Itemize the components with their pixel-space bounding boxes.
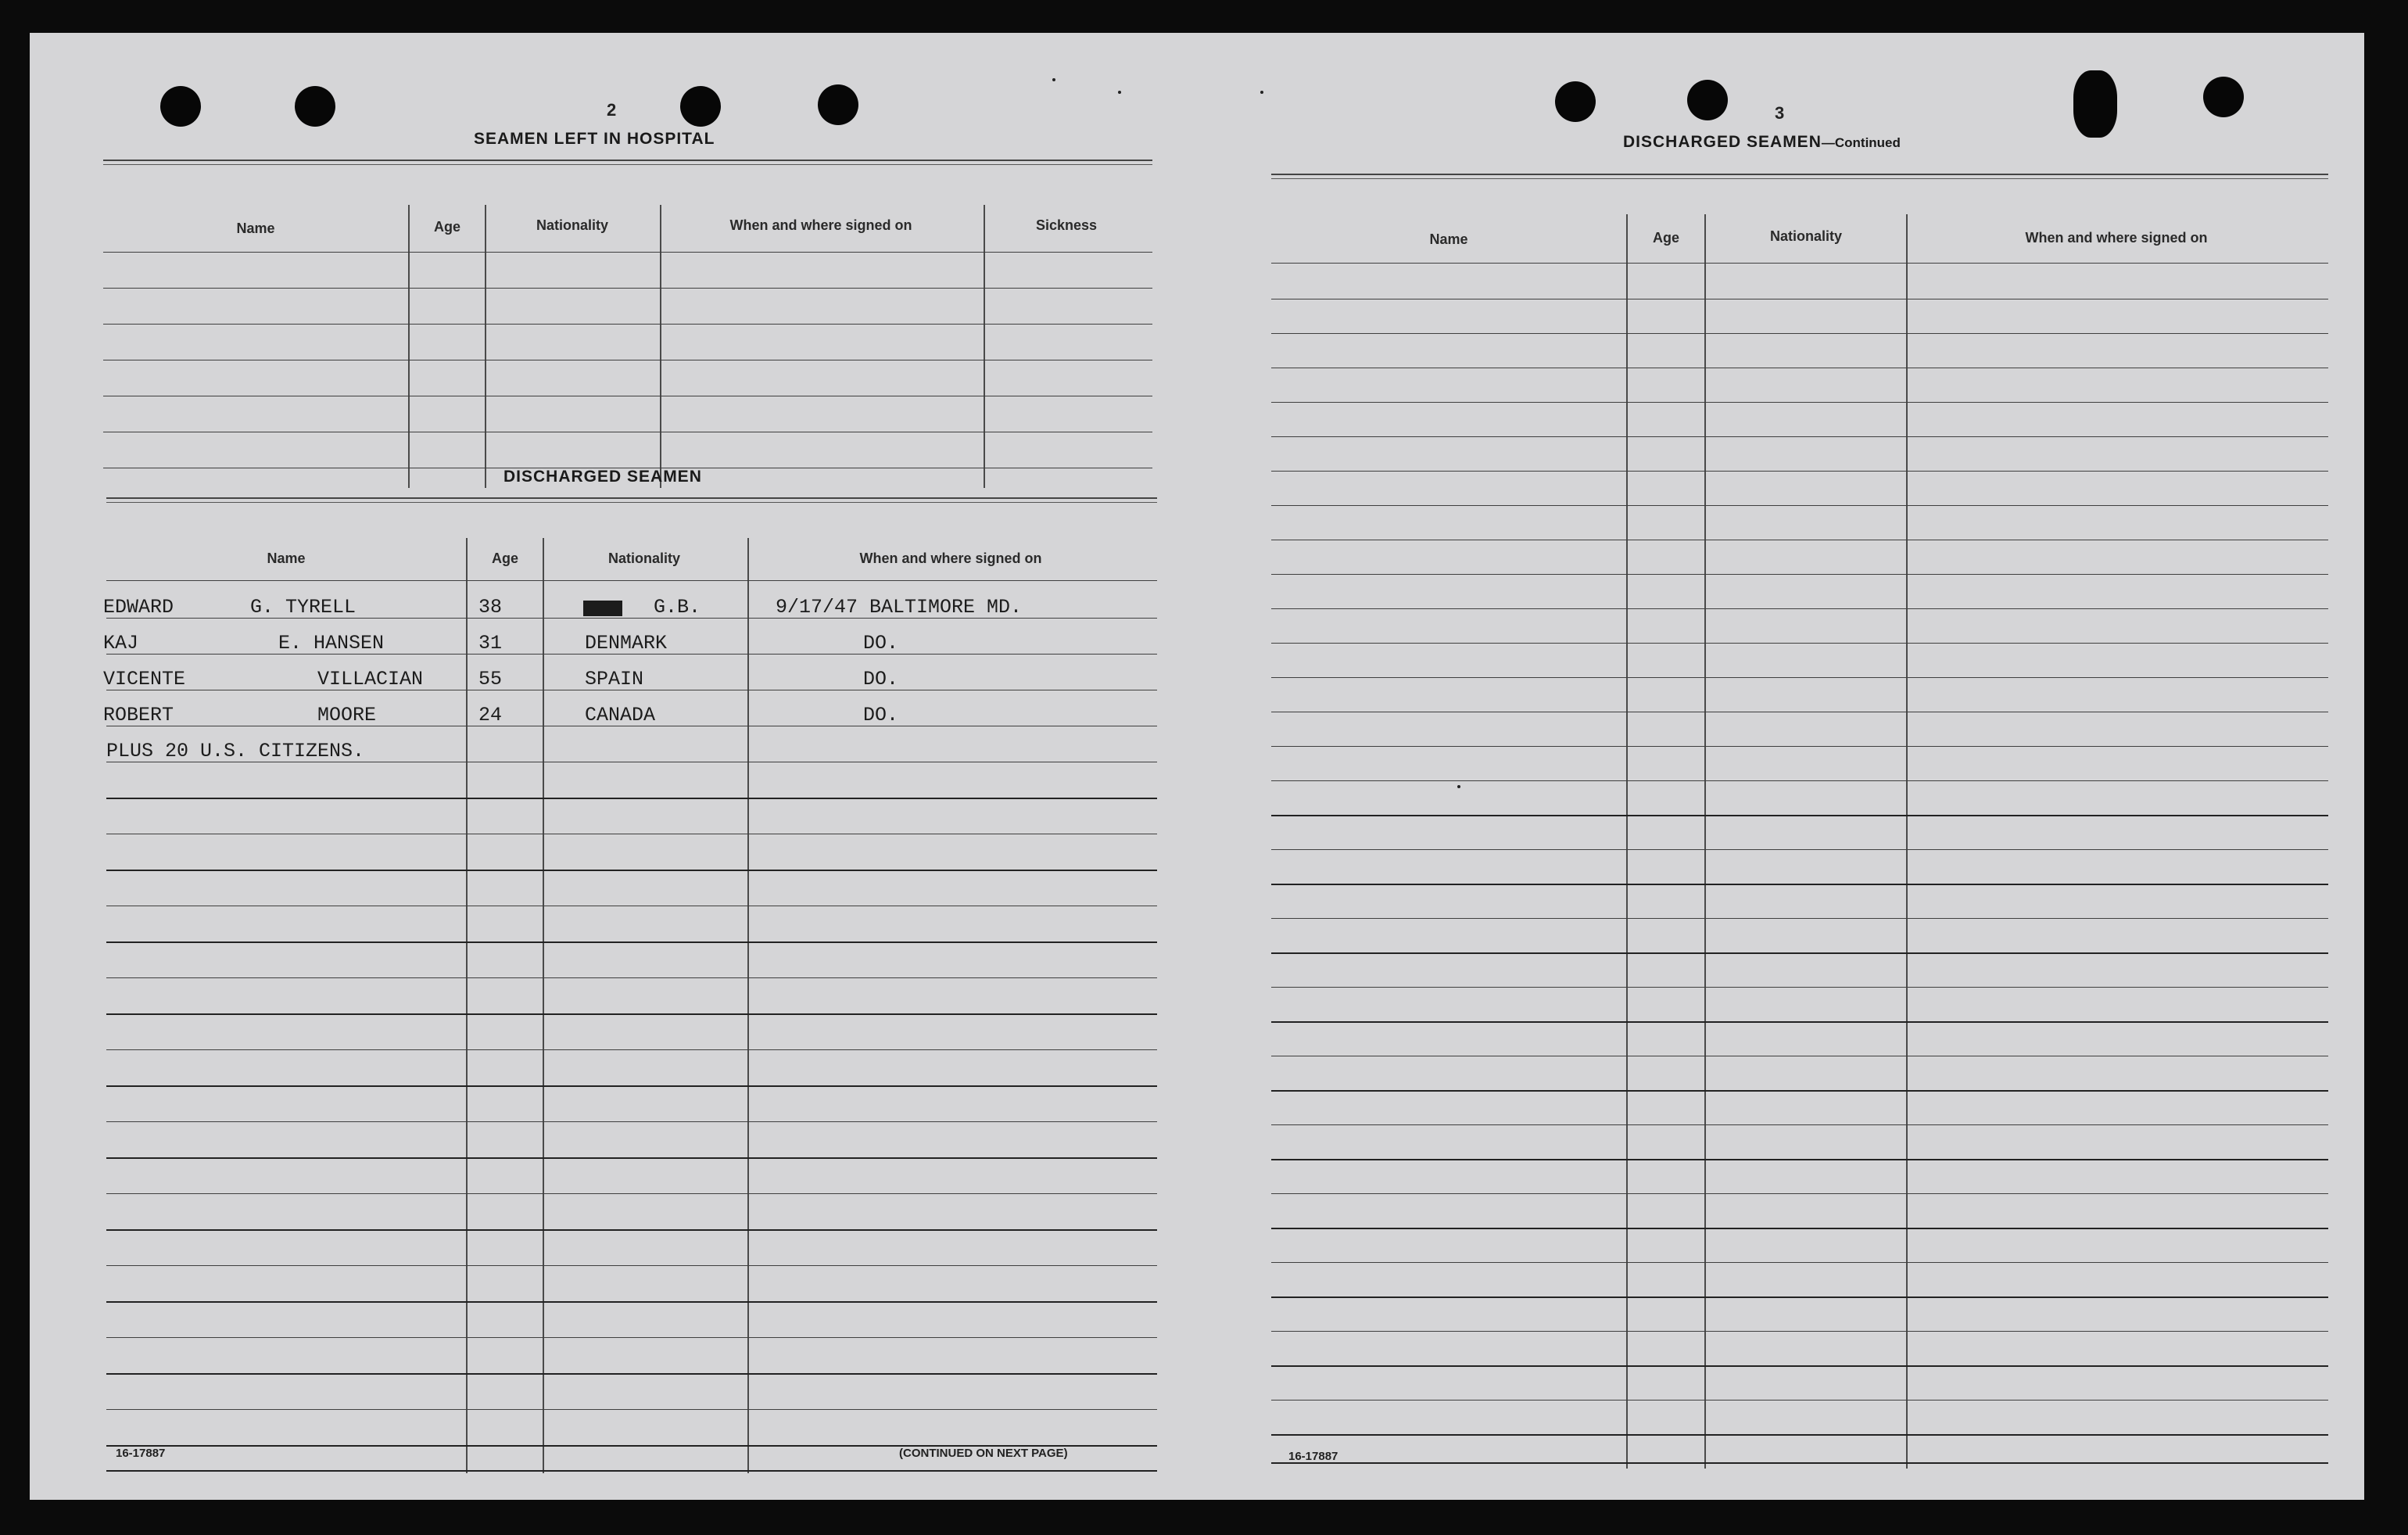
- ruled-line: [1271, 1090, 2328, 1092]
- ruled-line: [106, 1121, 1157, 1122]
- ruled-line: [1271, 1297, 2328, 1298]
- ruled-line: [1271, 1331, 2328, 1332]
- form-number: 16-17887: [116, 1447, 166, 1460]
- ruled-line: [1271, 884, 2328, 885]
- ruled-line: [1271, 436, 2328, 437]
- discharged-section-title: DISCHARGED SEAMEN: [503, 468, 702, 486]
- ruled-line: [1271, 849, 2328, 850]
- ruled-line: [106, 870, 1157, 871]
- ruled-line: [106, 1013, 1157, 1015]
- ruled-line: [1271, 746, 2328, 747]
- ruled-line: [1271, 1193, 2328, 1194]
- ruled-line: [106, 1337, 1157, 1338]
- ruled-line: [106, 1049, 1157, 1050]
- page-number: 2: [607, 100, 617, 120]
- ruled-line: [103, 288, 1152, 289]
- paper-speck: [1052, 78, 1055, 81]
- ruled-line: [1271, 574, 2328, 575]
- punch-hole: [1687, 80, 1728, 120]
- column-divider: [543, 538, 544, 1473]
- paper-speck: [1260, 91, 1263, 94]
- seaman-nationality: G.B.: [654, 596, 701, 619]
- ruled-line: [1271, 987, 2328, 988]
- ruled-line: [1271, 333, 2328, 334]
- redaction-mark: [583, 601, 622, 616]
- ruled-line: [1271, 263, 2328, 264]
- table-top-rule: [103, 160, 1152, 165]
- column-header-name: Name: [236, 221, 275, 236]
- column-header-signed-on: When and where signed on: [729, 217, 912, 233]
- paper-speck: [1457, 785, 1460, 788]
- column-divider: [466, 538, 468, 1473]
- ruled-line: [106, 1229, 1157, 1231]
- column-header-age: Age: [433, 219, 460, 235]
- ruled-line: [106, 1373, 1157, 1375]
- title-text: DISCHARGED SEAMEN: [1623, 133, 1822, 151]
- ruled-line: [1271, 505, 2328, 506]
- ruled-line: [1271, 643, 2328, 644]
- ruled-line: [1271, 952, 2328, 954]
- ruled-line: [1271, 1228, 2328, 1229]
- punch-hole: [295, 86, 335, 127]
- seaman-age: 31: [478, 632, 503, 655]
- ruled-line: [103, 324, 1152, 325]
- ruled-line: [106, 1470, 1157, 1472]
- column-header-nationality: Nationality: [607, 551, 680, 566]
- punch-hole: [680, 86, 721, 127]
- punch-hole: [1555, 81, 1596, 122]
- seaman-signed-on: 9/17/47 BALTIMORE MD.: [776, 596, 1023, 619]
- column-header-name: Name: [267, 551, 306, 566]
- ruled-line: [1271, 1462, 2328, 1464]
- ruled-line: [1271, 1400, 2328, 1401]
- title-suffix: —Continued: [1821, 135, 1901, 150]
- hospital-section-title: SEAMEN LEFT IN HOSPITAL: [474, 130, 715, 148]
- column-header-signed-on: When and where signed on: [2025, 230, 2208, 246]
- seaman-signed-on: DO.: [863, 632, 899, 655]
- ruled-line: [106, 1409, 1157, 1410]
- page-number: 3: [1775, 103, 1785, 123]
- ruled-line: [106, 1301, 1157, 1303]
- seaman-surname: G. TYRELL: [250, 596, 357, 619]
- discharged-table: [103, 497, 1157, 1476]
- ruled-line: [1271, 471, 2328, 472]
- hospital-table: [103, 160, 1152, 488]
- citizens-note: PLUS 20 U.S. CITIZENS.: [106, 740, 365, 762]
- table-top-rule: [106, 497, 1157, 503]
- ruled-line: [1271, 815, 2328, 816]
- ruled-line: [1271, 1434, 2328, 1436]
- ruled-line: [106, 1085, 1157, 1087]
- ruled-line: [1271, 1262, 2328, 1263]
- ruled-line: [1271, 1021, 2328, 1023]
- discharged-continued-title: [1623, 133, 1901, 152]
- form-number: 16-17887: [1288, 1450, 1338, 1463]
- ruled-line: [1271, 780, 2328, 781]
- seaman-age: 24: [478, 704, 503, 726]
- seaman-nationality: SPAIN: [585, 668, 644, 690]
- column-header-sickness: Sickness: [1035, 217, 1098, 233]
- ruled-line: [106, 1157, 1157, 1159]
- ruled-line: [1271, 1365, 2328, 1367]
- ruled-line: [106, 580, 1157, 581]
- column-divider: [408, 205, 410, 488]
- ruled-line: [106, 1265, 1157, 1266]
- ruled-line: [1271, 918, 2328, 919]
- ruled-line: [1271, 1124, 2328, 1125]
- seaman-nationality: DENMARK: [585, 632, 668, 655]
- ruled-line: [1271, 1159, 2328, 1160]
- ruled-line: [106, 798, 1157, 799]
- column-header-age: Age: [491, 551, 518, 566]
- column-header-nationality: Nationality: [1769, 228, 1842, 244]
- seaman-surname: VILLACIAN: [317, 668, 424, 690]
- ruled-line: [1271, 402, 2328, 403]
- seaman-signed-on: DO.: [863, 668, 899, 690]
- ruled-line: [106, 941, 1157, 943]
- column-divider: [660, 205, 661, 488]
- punch-hole: [818, 84, 858, 125]
- seaman-first-name: ROBERT: [103, 704, 174, 726]
- column-header-nationality: Nationality: [536, 217, 608, 233]
- ruled-line: [106, 1193, 1157, 1194]
- punch-hole: [160, 86, 201, 127]
- column-header-signed-on: When and where signed on: [859, 551, 1042, 566]
- table-top-rule: [1271, 174, 2328, 179]
- punch-hole: [2073, 70, 2117, 138]
- ruled-line: [103, 252, 1152, 253]
- column-header-name: Name: [1429, 231, 1468, 247]
- ruled-line: [1271, 677, 2328, 678]
- column-divider: [984, 205, 985, 488]
- seaman-signed-on: DO.: [863, 704, 899, 726]
- column-divider: [485, 205, 486, 488]
- paper-speck: [1118, 91, 1121, 94]
- seaman-first-name: VICENTE: [103, 668, 186, 690]
- seaman-age: 38: [478, 596, 503, 619]
- seaman-nationality: CANADA: [585, 704, 656, 726]
- seaman-age: 55: [478, 668, 503, 690]
- column-header-age: Age: [1652, 230, 1679, 246]
- punch-hole: [2203, 77, 2244, 117]
- ruled-line: [1271, 608, 2328, 609]
- ruled-line: [106, 977, 1157, 978]
- seaman-first-name: EDWARD: [103, 596, 174, 619]
- discharged-continued-table: [1271, 174, 2328, 1472]
- seaman-surname: MOORE: [317, 704, 377, 726]
- continued-note: (CONTINUED ON NEXT PAGE): [899, 1447, 1068, 1460]
- column-divider: [747, 538, 749, 1473]
- document-sheet: [30, 33, 2364, 1500]
- seaman-first-name: KAJ: [103, 632, 139, 655]
- seaman-surname: E. HANSEN: [278, 632, 385, 655]
